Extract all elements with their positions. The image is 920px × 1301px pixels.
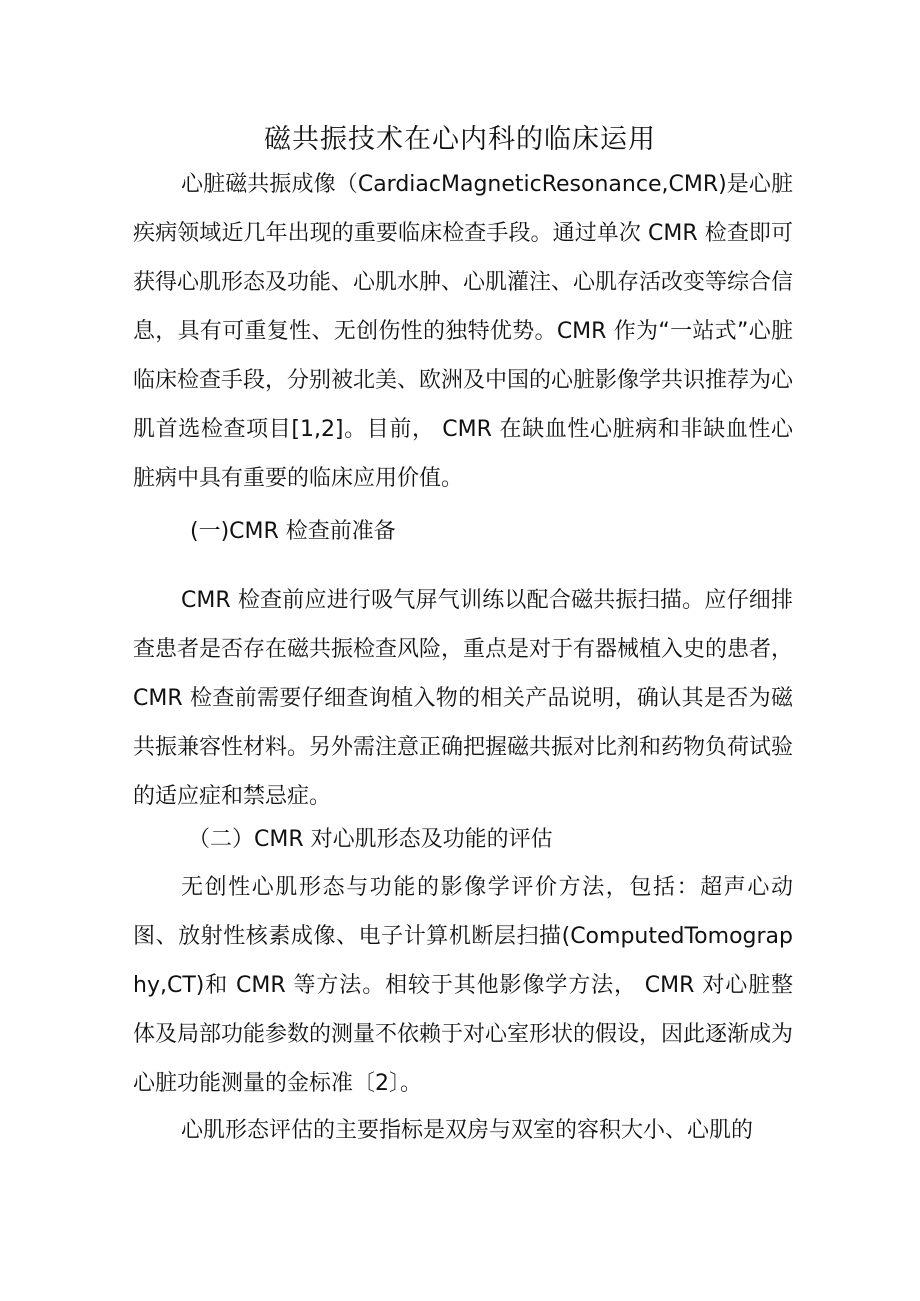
intro-paragraph: 心脏磁共振成像（CardiacMagneticResonance,CMR)是心脏疾病领域近几年出现的重要临床检查手段。通过单次 CMR 检查即可获得心肌形态及功能、心肌水肿、心肌灌注、心肌存活改变等综合信息，具有可重复性、无创伤性的独特优势。CMR 作为“一站式”心脏临床检查手段，分别被北美、欧洲及中国的心脏影像学共识推荐为心肌首选检查项目[1,2]。目前， CMR 在缺血性心脏病和非缺血性心脏病中具有重要的临床应用价值。 [133, 172, 794, 491]
section-heading-2: （二）CMR 对心肌形态及功能的评估 [188, 827, 553, 852]
section-heading-1: (一)CMR 检查前准备 [190, 519, 396, 544]
section-1-paragraph: CMR 检查前应进行吸气屏气训练以配合磁共振扫描。应仔细排查患者是否存在磁共振检查风险，重点是对于有器械植入史的患者， CMR 检查前需要仔细查询植入物的相关产品说明，确认其是否为磁共振兼容性材料。另外需注意正确把握磁共振对比剂和药物负荷试验的适应症和禁忌症。 [133, 588, 794, 809]
document-title: 磁共振技术在心内科的临床运用 [264, 124, 656, 155]
section-2-paragraph-2: 心肌形态评估的主要指标是双房与双室的容积大小、心肌的 [181, 1118, 754, 1143]
section-2-paragraph-1: 无创性心肌形态与功能的影像学评价方法，包括：超声心动图、放射性核素成像、电子计算机断层扫描(ComputedTomography,CT)和 CMR 等方法。相较于其他影像学方法， CMR 对心脏整体及局部功能参数的测量不依赖于对心室形状的假设，因此逐渐成为心脏功能测量的金标准〔2〕。 [133, 875, 794, 1096]
